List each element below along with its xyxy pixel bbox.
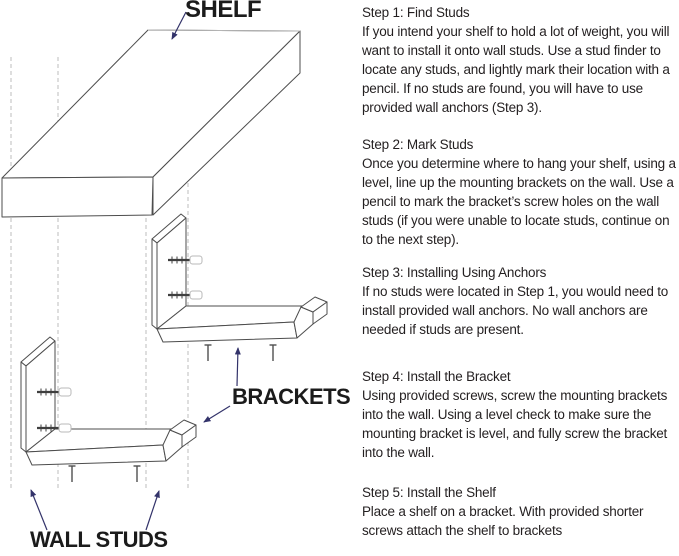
- step-1-title: Step 1: Find Studs: [362, 5, 470, 20]
- step-1-body: If you intend your shelf to hold a lot of weight, you will want to install it onto wall studs. Use a stud finder to locate any studs, and lightly mark their location with a pencil. If no studs are found, you will have to use provided wall anchors (Step 3).: [362, 24, 670, 115]
- step-4-title: Step 4: Install the Bracket: [362, 369, 511, 384]
- wall-studs-arrow-right-icon: [146, 491, 159, 530]
- brackets-arrow-up-icon: [237, 348, 238, 386]
- bracket-upper: [152, 214, 327, 361]
- step-4-body: Using provided screws, screw the mounting brackets into the wall. Using a level check to make sure the mounting bracket is level, and fully screw the bracket into the wall.: [362, 388, 668, 460]
- screw-icon: [134, 466, 141, 482]
- shelf-label: SHELF: [185, 0, 262, 23]
- step-5-body: Place a shelf on a bracket. With provided shorter screws attach the shelf to brackets: [362, 504, 644, 538]
- step-3-title: Step 3: Installing Using Anchors: [362, 265, 547, 280]
- bracket-lower: [21, 337, 196, 482]
- step-3: [362, 263, 676, 339]
- step-2-title: Step 2: Mark Studs: [362, 137, 474, 152]
- brackets-arrow-down-icon: [204, 406, 230, 422]
- wall-studs-label: WALL STUDS: [30, 527, 168, 552]
- brackets-label: BRACKETS: [232, 384, 351, 409]
- instruction-steps: [362, 0, 676, 556]
- wall-studs-arrow-left-icon: [31, 490, 47, 530]
- screw-icon: [205, 345, 212, 361]
- shelf-board: [2, 30, 300, 217]
- step-4: [362, 367, 676, 462]
- step-3-body: If no studs were located in Step 1, you would need to install provided wall anchors. No wall anchors are needed if studs are present.: [362, 284, 669, 337]
- step-1: [362, 3, 676, 117]
- step-2: [362, 135, 676, 249]
- step-5-title: Step 5: Install the Shelf: [362, 485, 496, 500]
- screw-icon: [69, 466, 76, 482]
- shelf-front-face: [2, 177, 153, 217]
- screw-icon: [270, 345, 277, 361]
- step-5: [362, 483, 676, 540]
- step-2-body: Once you determine where to hang your shelf, using a level, line up the mounting brackets on the wall. Use a pencil to mark the bracket’s screw holes on the wall studs (if you were unable to locate studs, continue on to the next step).: [362, 156, 676, 247]
